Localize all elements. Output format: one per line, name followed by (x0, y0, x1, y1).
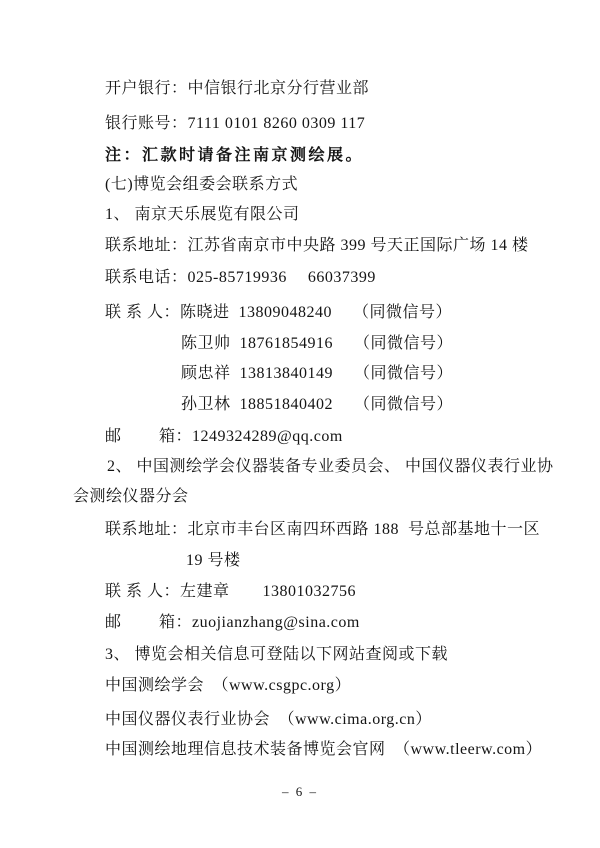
remittance-note-line: 注：汇款时请备注南京测绘展。 (105, 147, 365, 164)
organizer1-email: 邮 箱：1249324289@qq.com (105, 428, 343, 445)
website-cima: 中国仪器仪表行业协会 （www.cima.org.cn） (105, 711, 432, 728)
organizer1-contact-4: 孙卫林 18851840402 （同微信号） (181, 396, 454, 413)
organizer1-phone: 联系电话：025-85719936 66037399 (105, 269, 376, 286)
section-seven-heading: (七)博览会组委会联系方式 (105, 176, 299, 193)
organizer1-contact-3: 顾忠祥 13813840149 （同微信号） (181, 365, 454, 382)
bank-name-line: 开户银行：中信银行北京分行营业部 (105, 80, 370, 97)
organizer1-address: 联系地址：江苏省南京市中央路 399 号天正国际广场 14 楼 (105, 237, 529, 254)
organizer2-contact: 联 系 人：左建章 13801032756 (105, 583, 357, 600)
organizer2-address-line2: 19 号楼 (186, 552, 241, 569)
website-csgpc: 中国测绘学会 （www.csgpc.org） (105, 677, 352, 694)
organizer2-email: 邮 箱：zuojianzhang@sina.com (105, 614, 360, 631)
websites-heading: 3、 博览会相关信息可登陆以下网站查阅或下载 (105, 646, 449, 663)
organizer1-title: 1、 南京天乐展览有限公司 (105, 206, 300, 223)
organizer2-address-line1: 联系地址：北京市丰台区南四环西路 188 号总部基地十一区 (105, 521, 541, 538)
organizer2-title-line2: 会测绘仪器分会 (73, 488, 189, 505)
organizer1-contact-1: 联 系 人：陈晓进 13809048240 （同微信号） (105, 304, 453, 321)
page-number: – 6 – (282, 784, 318, 799)
organizer2-title-line1: 2、 中国测绘学会仪器装备专业委员会、 中国仪器仪表行业协 (107, 458, 554, 475)
website-tleerw: 中国测绘地理信息技术装备博览会官网 （www.tleerw.com） (105, 741, 543, 758)
organizer1-contact-2: 陈卫帅 18761854916 （同微信号） (181, 335, 454, 352)
bank-account-line: 银行账号：7111 0101 8260 0309 117 (105, 115, 366, 132)
